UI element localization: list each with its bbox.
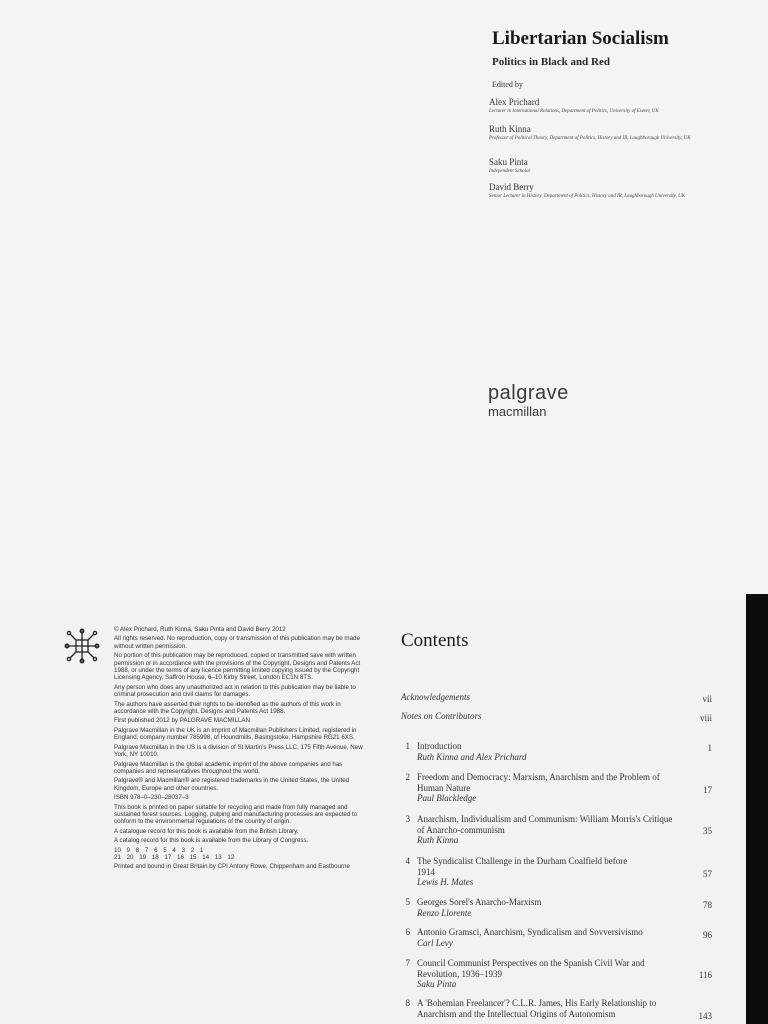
toc-page-number: 96 bbox=[703, 930, 712, 940]
contents-heading: Contents bbox=[401, 630, 469, 651]
copyright-paragraph: First published 2012 by PALGRAVE MACMILLAN bbox=[114, 717, 250, 725]
chapter-number: 2 bbox=[405, 772, 410, 782]
printer-info: Printed and bound in Great Britain by CPI Antony Rowe, Chippenham and Eastbourne bbox=[114, 863, 350, 871]
chapter-number: 1 bbox=[405, 741, 410, 751]
copyright-paragraph: This book is printed on paper suitable for recycling and made from fully managed and sustained forest sources. Logging, pulping and manufacturing processes are expected to conform to the environmental regulations of the country of origin. bbox=[114, 803, 358, 826]
editor-affiliation: Professor of Political Theory, Department of Politics, History and IR, Loughborough University, UK bbox=[489, 136, 691, 141]
toc-page-number: 1 bbox=[707, 743, 712, 753]
copyright-paragraph: Palgrave Macmillan is the global academic imprint of the above companies and has companies and representatives throughout the world. bbox=[114, 760, 343, 775]
editor-entry bbox=[489, 157, 729, 175]
chapter-author: Renzo Llorente bbox=[417, 907, 472, 918]
copyright-paragraph: A catalog record for this book is available from the Library of Congress. bbox=[114, 837, 309, 845]
copyright-paragraph: All rights reserved. No reproduction, copy or transmission of this publication may be made without written permission. bbox=[114, 635, 360, 650]
palgrave-logo: palgrave bbox=[488, 382, 569, 404]
copyright-paragraph: The authors have asserted their rights to be identified as the authors of this work in accordance with the Copyright, Designs and Patents Act 1988. bbox=[114, 700, 341, 716]
toc-chapter[interactable] bbox=[398, 897, 688, 918]
chapter-title: Introduction bbox=[417, 741, 462, 751]
toc-page-number: 17 bbox=[703, 785, 712, 795]
book-subtitle: Politics in Black and Red bbox=[492, 56, 610, 68]
editor-affiliation: Senior Lecturer in History, Department of Politics, History and IR, Loughborough University, UK bbox=[489, 194, 686, 199]
toc-chapter[interactable] bbox=[398, 856, 638, 888]
book-title: Libertarian Socialism bbox=[492, 28, 669, 49]
toc-page-number: vii bbox=[702, 694, 712, 704]
toc-chapter[interactable] bbox=[398, 814, 678, 846]
toc-front-matter[interactable]: Acknowledgements bbox=[401, 692, 470, 702]
editor-name: Ruth Kinna bbox=[489, 124, 531, 134]
toc-chapter[interactable] bbox=[398, 958, 666, 990]
chapter-author: Ruth Kinna bbox=[417, 835, 459, 845]
press-mark-icon bbox=[64, 628, 100, 664]
edited-by-label: Edited by bbox=[492, 80, 523, 89]
chapter-number: 8 bbox=[405, 998, 410, 1008]
print-line: 21 20 19 18 17 16 15 14 13 12 bbox=[114, 853, 235, 861]
toc-page-number: 116 bbox=[698, 970, 712, 980]
toc-page-number: 35 bbox=[703, 826, 712, 836]
toc-chapter[interactable] bbox=[398, 772, 668, 804]
isbn: ISBN 978–0–230–28037–3 bbox=[114, 794, 189, 802]
editor-entry bbox=[489, 182, 729, 200]
toc-chapter[interactable] bbox=[398, 998, 673, 1019]
chapter-author: Carl Levy bbox=[417, 937, 453, 948]
chapter-number: 4 bbox=[405, 856, 410, 866]
chapter-number: 6 bbox=[405, 927, 410, 937]
chapter-number: 5 bbox=[405, 897, 410, 907]
editor-affiliation: Independent Scholar bbox=[489, 169, 531, 174]
chapter-title: A 'Bohemian Freelancer'? C.L.R. James, His Early Relationship to Anarchism and the Intellectual Origins of Autonomism bbox=[417, 998, 657, 1019]
toc-front-matter[interactable]: Notes on Contributors bbox=[401, 711, 482, 721]
chapter-title: Council Communist Perspectives on the Spanish Civil War and Revolution, 1936–1939 bbox=[417, 958, 645, 979]
editor-name: Alex Prichard bbox=[489, 97, 540, 107]
chapter-number: 7 bbox=[405, 958, 410, 968]
toc-page-number: 78 bbox=[703, 900, 712, 910]
chapter-title: Anarchism, Individualism and Communism: William Morris's Critique of Anarcho-communism bbox=[417, 814, 673, 835]
chapter-author: Ruth Kinna and Alex Prichard bbox=[417, 751, 527, 762]
chapter-author: Paul Blackledge bbox=[417, 793, 477, 803]
copyright-paragraph: Any person who does any unauthorized act in relation to this publication may be liable to criminal prosecution and civil claims for damages. bbox=[114, 683, 356, 699]
toc-chapter[interactable] bbox=[398, 741, 688, 762]
chapter-number: 3 bbox=[405, 814, 410, 824]
editor-name: David Berry bbox=[489, 182, 534, 192]
editor-name: Saku Pinta bbox=[489, 157, 528, 167]
chapter-author: Saku Pinta bbox=[417, 979, 457, 989]
chapter-title: The Syndicalist Challenge in the Durham Coalfield before 1914 bbox=[417, 856, 628, 877]
chapter-title: Freedom and Democracy: Marxism, Anarchism and the Problem of Human Nature bbox=[417, 772, 660, 793]
print-line: 10 9 8 7 6 5 4 3 2 1 bbox=[114, 846, 204, 854]
copyright-paragraph: No portion of this publication may be reproduced, copied or transmitted save with written permission or in accordance with the provisions of the Copyright, Designs and Patents Act 1988, or under the terms of any licence permitting limited copying issued by the Copyright Licensing Agency, Saffron House, 6–10 Kirby Street, London EC1N 8TS. bbox=[114, 652, 361, 682]
editor-affiliation: Lecturer in International Relations, Department of Politics, University of Exeter, UK bbox=[489, 109, 659, 114]
chapter-author: Lewis H. Mates bbox=[417, 877, 474, 887]
copyright-notice: © Alex Prichard, Ruth Kinna, Saku Pinta and David Berry 2012 bbox=[114, 626, 286, 633]
copyright-paragraph: A catalogue record for this book is available from the British Library. bbox=[114, 827, 299, 835]
toc-page-number: 143 bbox=[698, 1011, 712, 1021]
copyright-paragraph: Palgrave Macmillan in the UK is an imprint of Macmillan Publishers Limited, registered in England, company number 785998, of Houndmills, Basingstoke, Hampshire RG21 6XS. bbox=[114, 726, 357, 742]
copyright-paragraph: Palgrave Macmillan in the US is a division of St Martin's Press LLC, 175 Fifth Avenue, New York, NY 10010. bbox=[114, 743, 363, 759]
toc-page-number: 57 bbox=[703, 869, 712, 879]
toc-chapter[interactable] bbox=[398, 927, 688, 948]
chapter-title: Georges Sorel's Anarcho-Marxism bbox=[417, 897, 542, 907]
copyright-paragraph: Palgrave® and Macmillan® are registered trademarks in the United States, the United Kingdom, Europe and other countries. bbox=[114, 777, 350, 792]
editor-entry bbox=[489, 97, 729, 115]
page-edge-shadow bbox=[746, 594, 768, 1024]
copyright-block bbox=[114, 626, 366, 873]
editor-entry bbox=[489, 124, 729, 142]
chapter-title: Antonio Gramsci, Anarchism, Syndicalism and Sovversivismo bbox=[417, 927, 643, 937]
macmillan-logo: macmillan bbox=[488, 404, 547, 419]
toc-page-number: viii bbox=[699, 713, 712, 723]
